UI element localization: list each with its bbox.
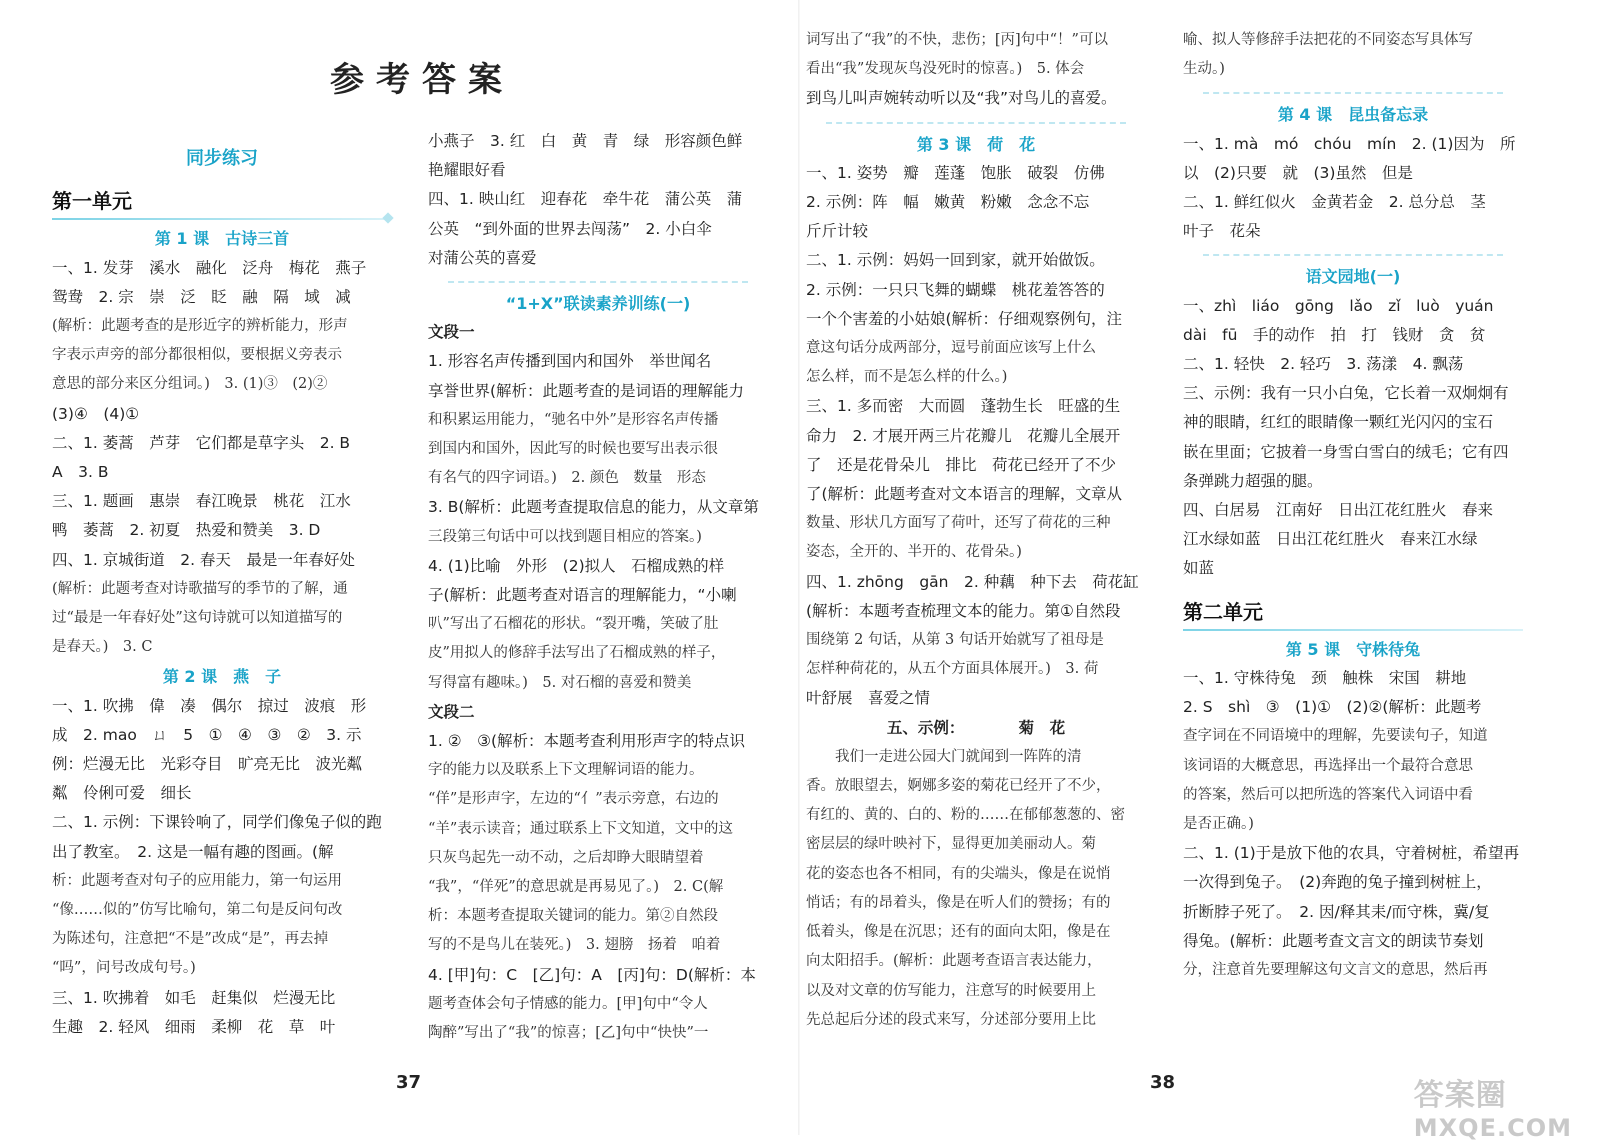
answer-explanation-line: 姿态，全开的、半开的、花骨朵。) [806,544,1022,561]
answer-line: 4. (1)比喻 外形 (2)拟人 石榴成熟的样 [428,556,725,575]
answer-explanation-line: 是春天。) 3. C [52,639,153,656]
answer-explanation-line: 字表示声旁的部分都很相似，要根据义旁表示 [52,347,342,364]
answer-line: 二、1. 示例：下课铃响了，同学们像兔子似的跑 [52,813,382,832]
answer-line: 叶子 花朵 [1183,222,1261,241]
answer-explanation-line: “我”，“佯死”的意思就是再易见了。) 2. C(解 [428,879,724,896]
answer-line: 二、1. 示例：妈妈一回到家，就开始做饭。 [806,251,1105,270]
answer-line: 得兔。(解析：此题考查文言文的朗读节奏划 [1183,931,1484,950]
column-4 [1183,26,1523,985]
answer-line: (解析：本题考查梳理文本的能力。第①自然段 [806,601,1121,620]
dashed-separator [448,281,748,283]
answer-line: 神的眼睛，红红的眼睛像一颗红光闪闪的宝石 [1183,413,1494,432]
column-2 [428,127,768,1048]
answer-explanation-line: 写得富有趣味。) 5. 对石榴的喜爱和赞美 [428,674,692,691]
lesson-title: 第 1 课 古诗三首 [154,229,290,249]
answer-line: 享誉世界(解析：此题考查的是词语的理解能力 [428,381,745,400]
page-fold [798,0,800,1135]
answer-line: 以 (2)只要 就 (3)虽然 但是 [1183,163,1413,182]
dashed-separator [1203,254,1503,256]
answer-line: 斤斤计较 [806,222,869,241]
section-title: 同步练习 [186,148,258,169]
answer-explanation-line: 只灰鸟起先一动不动，之后却睁大眼睛望着 [428,849,704,866]
watermark [1414,1070,1572,1142]
answer-explanation-line: 密层层的绿叶映衬下，显得更加美丽动人。菊 [806,836,1096,853]
answer-line: 小燕子 3. 红 白 黄 青 绿 形容颜色鲜 [428,132,743,150]
answer-line: 三、1. 多而密 大而圆 蓬勃生长 旺盛的生 [806,397,1121,416]
answer-title: 参考答案 [330,60,514,100]
answer-explanation-line: 叭”写出了石榴花的形状。“裂开嘴，笑破了肚 [428,616,719,633]
answer-line: 一个个害羞的小姑娘(解析：仔细观察例句，注 [806,309,1123,328]
answer-explanation-line: 过“最是一年春好处”这句诗就可以知道描写的 [52,610,343,627]
answer-line: 命力 2. 才展开两三片花瓣儿 花瓣儿全展开 [806,426,1121,445]
answer-line: 折断脖子死了。 2. 因/释其耒/而守株，冀/复 [1183,902,1490,921]
answer-line: 一、1. 姿势 瓣 莲蓬 饱胀 破裂 仿佛 [806,163,1105,182]
answer-explanation-line: 低着头，像是在沉思；还有的面向太阳，像是在 [806,924,1111,941]
answer-line: 一、zhì liáo gōng lǎo zǐ luò yuán [1183,296,1494,315]
essay-line: 我们一走进公园大门就闻到一阵阵的清 [835,748,1082,765]
answer-explanation-line: 以及对文章的仿写能力，注意写的时候要用上 [806,982,1096,999]
answer-line: 了 还是花骨朵儿 排比 荷花已经开了不少 [806,455,1117,474]
answer-line: 三、1. 吹拂着 如毛 赶集似 烂漫无比 [52,988,336,1007]
answer-explanation-line: 生动。) [1183,61,1225,78]
answer-line: 江水绿如蓝 日出江花红胜火 春来江水绿 [1183,530,1478,549]
essay-title: 五、示例： 菊 花 [886,718,1066,737]
answer-explanation-line: 香。放眼望去，婀娜多姿的菊花已经开了不少， [806,778,1111,795]
answer-line: 2. S shì ③ (1)① (2)②(解析：此题考 [1183,698,1482,717]
answer-explanation-line: 花的姿态也各不相同，有的尖端头，像是在说悄 [806,865,1111,882]
answer-explanation-line: 看出“我”发现灰鸟没死时的惊喜。) 5. 体会 [806,61,1085,78]
answer-line: 了(解析：此题考查对文本语言的理解，文章从 [806,485,1123,504]
answer-line: 粼 伶俐可爱 细长 [52,784,192,803]
answer-line: 二、1. 鲜红似火 金黄若金 2. 总分总 茎 [1183,193,1486,212]
answer-explanation-line: 析：本题考查提取关键词的能力。第②自然段 [428,908,718,925]
answer-explanation-line: 怎样种荷花的，从五个方面具体展开。) 3. 荷 [806,661,1099,678]
answer-line: 到鸟儿叫声婉转动听以及“我”对鸟儿的喜爱。 [806,89,1117,108]
page-number-right: 38 [1150,1072,1176,1093]
unit-2-title: 第二单元 [1183,599,1263,624]
answer-explanation-line: 有红的、黄的、白的、粉的……在郁郁葱葱的、密 [806,807,1125,824]
answer-line: 二、1. 萎蒿 芦芽 它们都是草字头 2. B [52,433,351,452]
answer-line: 鸭 萎蒿 2. 初夏 热爱和赞美 3. D [52,521,321,540]
answer-line: 4. [甲]句：C [乙]句：A [丙]句：D(解析：本 [428,965,756,984]
answer-line: 对蒲公英的喜爱 [428,248,537,267]
column-2-body [428,127,768,1048]
answer-explanation-line: 有名气的四字词语。) 2. 颜色 数量 形态 [428,470,706,487]
answer-line: 四、白居易 江南好 日出江花红胜火 春来 [1183,501,1494,520]
answer-explanation-line: “吗”，问号改成句号。) [52,960,196,977]
answer-explanation-line: (解析：此题考查对诗歌描写的季节的了解，通 [52,580,348,597]
answer-line: 一次得到兔子。 (2)奔跑的兔子撞到树桩上， [1183,873,1492,892]
answer-explanation-line: 析：此题考查对句子的应用能力，第一句运用 [52,872,342,889]
answer-line: 三、1. 题画 惠崇 春江晚景 桃花 江水 [52,492,351,511]
answer-explanation-line: 分，注意首先要理解这句文言文的意思，然后再 [1183,962,1488,979]
answer-line: 艳耀眼好看 [428,161,506,180]
answer-line: 出了教室。 2. 这是一幅有趣的图画。(解 [52,842,334,861]
answer-line: 成 2. mao ㄩ 5 ① ④ ③ ② 3. 示 [52,725,362,744]
lianxi-title: “1+X”联读素养训练(一) [505,294,691,314]
answer-explanation-line: (解析：此题考查的是形近字的辨析能力，形声 [52,318,348,335]
answer-line: 例：烂漫无比 光彩夺目 旷亮无比 波光粼 [52,755,363,774]
answer-line: 四、1. 京城街道 2. 春天 最是一年春好处 [52,550,355,569]
column-1-body [52,224,392,1042]
answer-line: 条弹跳力超强的腿。 [1183,471,1323,490]
answer-line: 生趣 2. 轻风 细雨 柔柳 花 草 叶 [52,1017,336,1036]
answer-explanation-line: “像……似的”仿写比喻句，第二句是反问句改 [52,902,343,919]
watermark-logo: 答案圈 [1413,1078,1507,1113]
answer-explanation-line: 向太阳招手。(解析：此题考查语言表达能力， [806,953,1102,970]
passage-label: 文段二 [428,702,475,721]
answer-explanation-line: 到国内和国外，因此写的时候也要写出表示很 [428,441,718,458]
answer-explanation-line: 是否正确。) [1183,816,1254,833]
column-1 [52,140,392,1042]
answer-line: 二、1. 轻快 2. 轻巧 3. 荡漾 4. 飘荡 [1183,355,1464,374]
lesson-title: 第 4 课 昆虫备忘录 [1277,105,1429,125]
answer-line: 一、1. 吹拂 偉 凑 偶尔 掠过 波痕 形 [52,696,367,715]
answer-line: 1. ② ③(解析：本题考查利用形声字的特点识 [428,732,746,751]
answer-explanation-line: 意思的部分来区分组词。) 3. (1)③ (2)② [52,376,328,393]
answer-line: 一、1. mà mó chóu mín 2. (1)因为 所 [1183,134,1516,153]
column-3-body [806,26,1146,1035]
answer-line: 四、1. 映山红 迎春花 牵牛花 蒲公英 蒲 [428,190,743,209]
answer-line: 二、1. (1)于是放下他的农具，守着树桩，希望再 [1183,844,1520,863]
answer-explanation-line: 围绕第 2 句话，从第 3 句话开始就写了祖母是 [806,632,1104,649]
answer-line: (3)④ (4)① [52,404,140,423]
answer-line: 1. 形容名声传播到国内和国外 举世闻名 [428,352,712,371]
answer-line: A 3. B [52,463,109,482]
answer-line: 三、示例：我有一只小白兔，它长着一双炯炯有 [1183,384,1509,403]
answer-explanation-line: 陶醉”写出了“我”的惊喜；[乙]句中“快快”一 [428,1025,709,1042]
answer-line: 鸳鸯 2. 宗 崇 泛 眨 融 隔 域 减 [52,287,351,306]
unit-divider [52,218,392,220]
answer-line: 一、1. 守株待兔 颈 触株 宋国 耕地 [1183,669,1467,688]
column-4-body [1183,26,1523,985]
lesson-title: 语文园地(一) [1305,267,1401,287]
answer-line: dài fū 手的动作 拍 打 钱财 贪 贫 [1183,325,1486,344]
answer-explanation-line: 悄话；有的昂着头，像是在听人们的赞扬；有的 [806,894,1111,911]
answer-line: 2. 示例：一只只飞舞的蝴蝶 桃花羞答答的 [806,280,1105,299]
answer-explanation-line: 查字词在不同语境中的理解，先要读句子，知道 [1183,728,1488,745]
unit-1-title: 第一单元 [52,189,132,214]
answer-explanation-line: 数量、形状几方面写了荷叶，还写了荷花的三种 [806,515,1111,532]
answer-explanation-line: “羊”表示读音；通过联系上下文知道，文中的这 [428,820,733,837]
answer-line: 四、1. zhōng gān 2. 种藕 种下去 荷花缸 [806,572,1139,591]
answer-explanation-line: 先总起后分述的段式来写，分述部分要用上比 [806,1011,1096,1028]
answer-line: 嵌在里面；它披着一身雪白雪白的绒毛；它有四 [1183,442,1509,461]
answer-explanation-line: 和积累运用能力，“驰名中外”是形容名声传播 [428,411,719,428]
lesson-title: 第 3 课 荷 花 [916,134,1036,154]
answer-explanation-line: 写的不是鸟儿在装死。) 3. 翅膀 扬着 咱着 [428,937,721,954]
answer-line: 2. 示例：阵 幅 嫩黄 粉嫩 念念不忘 [806,193,1090,212]
answer-explanation-line: 怎么样，而不是怎么样的什么。) [806,369,1008,386]
answer-explanation-line: 喻、拟人等修辞手法把花的不同姿态写具体写 [1183,32,1473,48]
dashed-separator [826,122,1126,124]
watermark-url: MXQE.COM [1413,1114,1572,1142]
column-3 [806,26,1146,1035]
answer-explanation-line: 为陈述句，注意把“不是”改成“是”，再去掉 [52,931,329,948]
answer-line: 一、1. 发芽 溪水 融化 泛舟 梅花 燕子 [52,258,367,277]
answer-explanation-line: 题考查体会句子情感的能力。[甲]句中“令人 [428,995,708,1012]
answer-line: 子(解析：此题考查对语言的理解能力，“小喇 [428,586,737,605]
lesson-title: 第 2 课 燕 子 [162,667,282,687]
answer-explanation-line: 字的能力以及联系上下文理解词语的能力。 [428,762,704,779]
answer-explanation-line: 该词语的大概意思，再选择出一个最符合意思 [1183,757,1473,774]
answer-line: 如蓝 [1183,559,1215,578]
answer-explanation-line: “佯”是形声字，左边的“亻”表示旁意，右边的 [428,791,719,808]
dashed-separator [1203,92,1503,94]
unit-divider [1183,629,1523,631]
page-number-left: 37 [396,1072,422,1093]
answer-line: 公英 “到外面的世界去闯荡” 2. 小白伞 [428,219,712,238]
lesson-title: 第 5 课 守株待兔 [1285,639,1421,659]
answer-line: 3. B(解析：此题考查提取信息的能力，从文章第 [428,498,759,517]
answer-explanation-line: 皮”用拟人的修辞手法写出了石榴成熟的样子， [428,645,726,662]
answer-explanation-line: 词写出了“我”的不快，悲伤；[丙]句中“！”可以 [806,32,1108,48]
answer-explanation-line: 的答案，然后可以把所选的答案代入词语中看 [1183,786,1473,803]
answer-line: 叶舒展 喜爱之情 [806,689,931,708]
answer-explanation-line: 三段第三句话中可以找到题目相应的答案。) [428,528,702,545]
answer-explanation-line: 意这句话分成两部分，逗号前面应该写上什么 [806,340,1096,357]
passage-label: 文段一 [428,323,475,342]
